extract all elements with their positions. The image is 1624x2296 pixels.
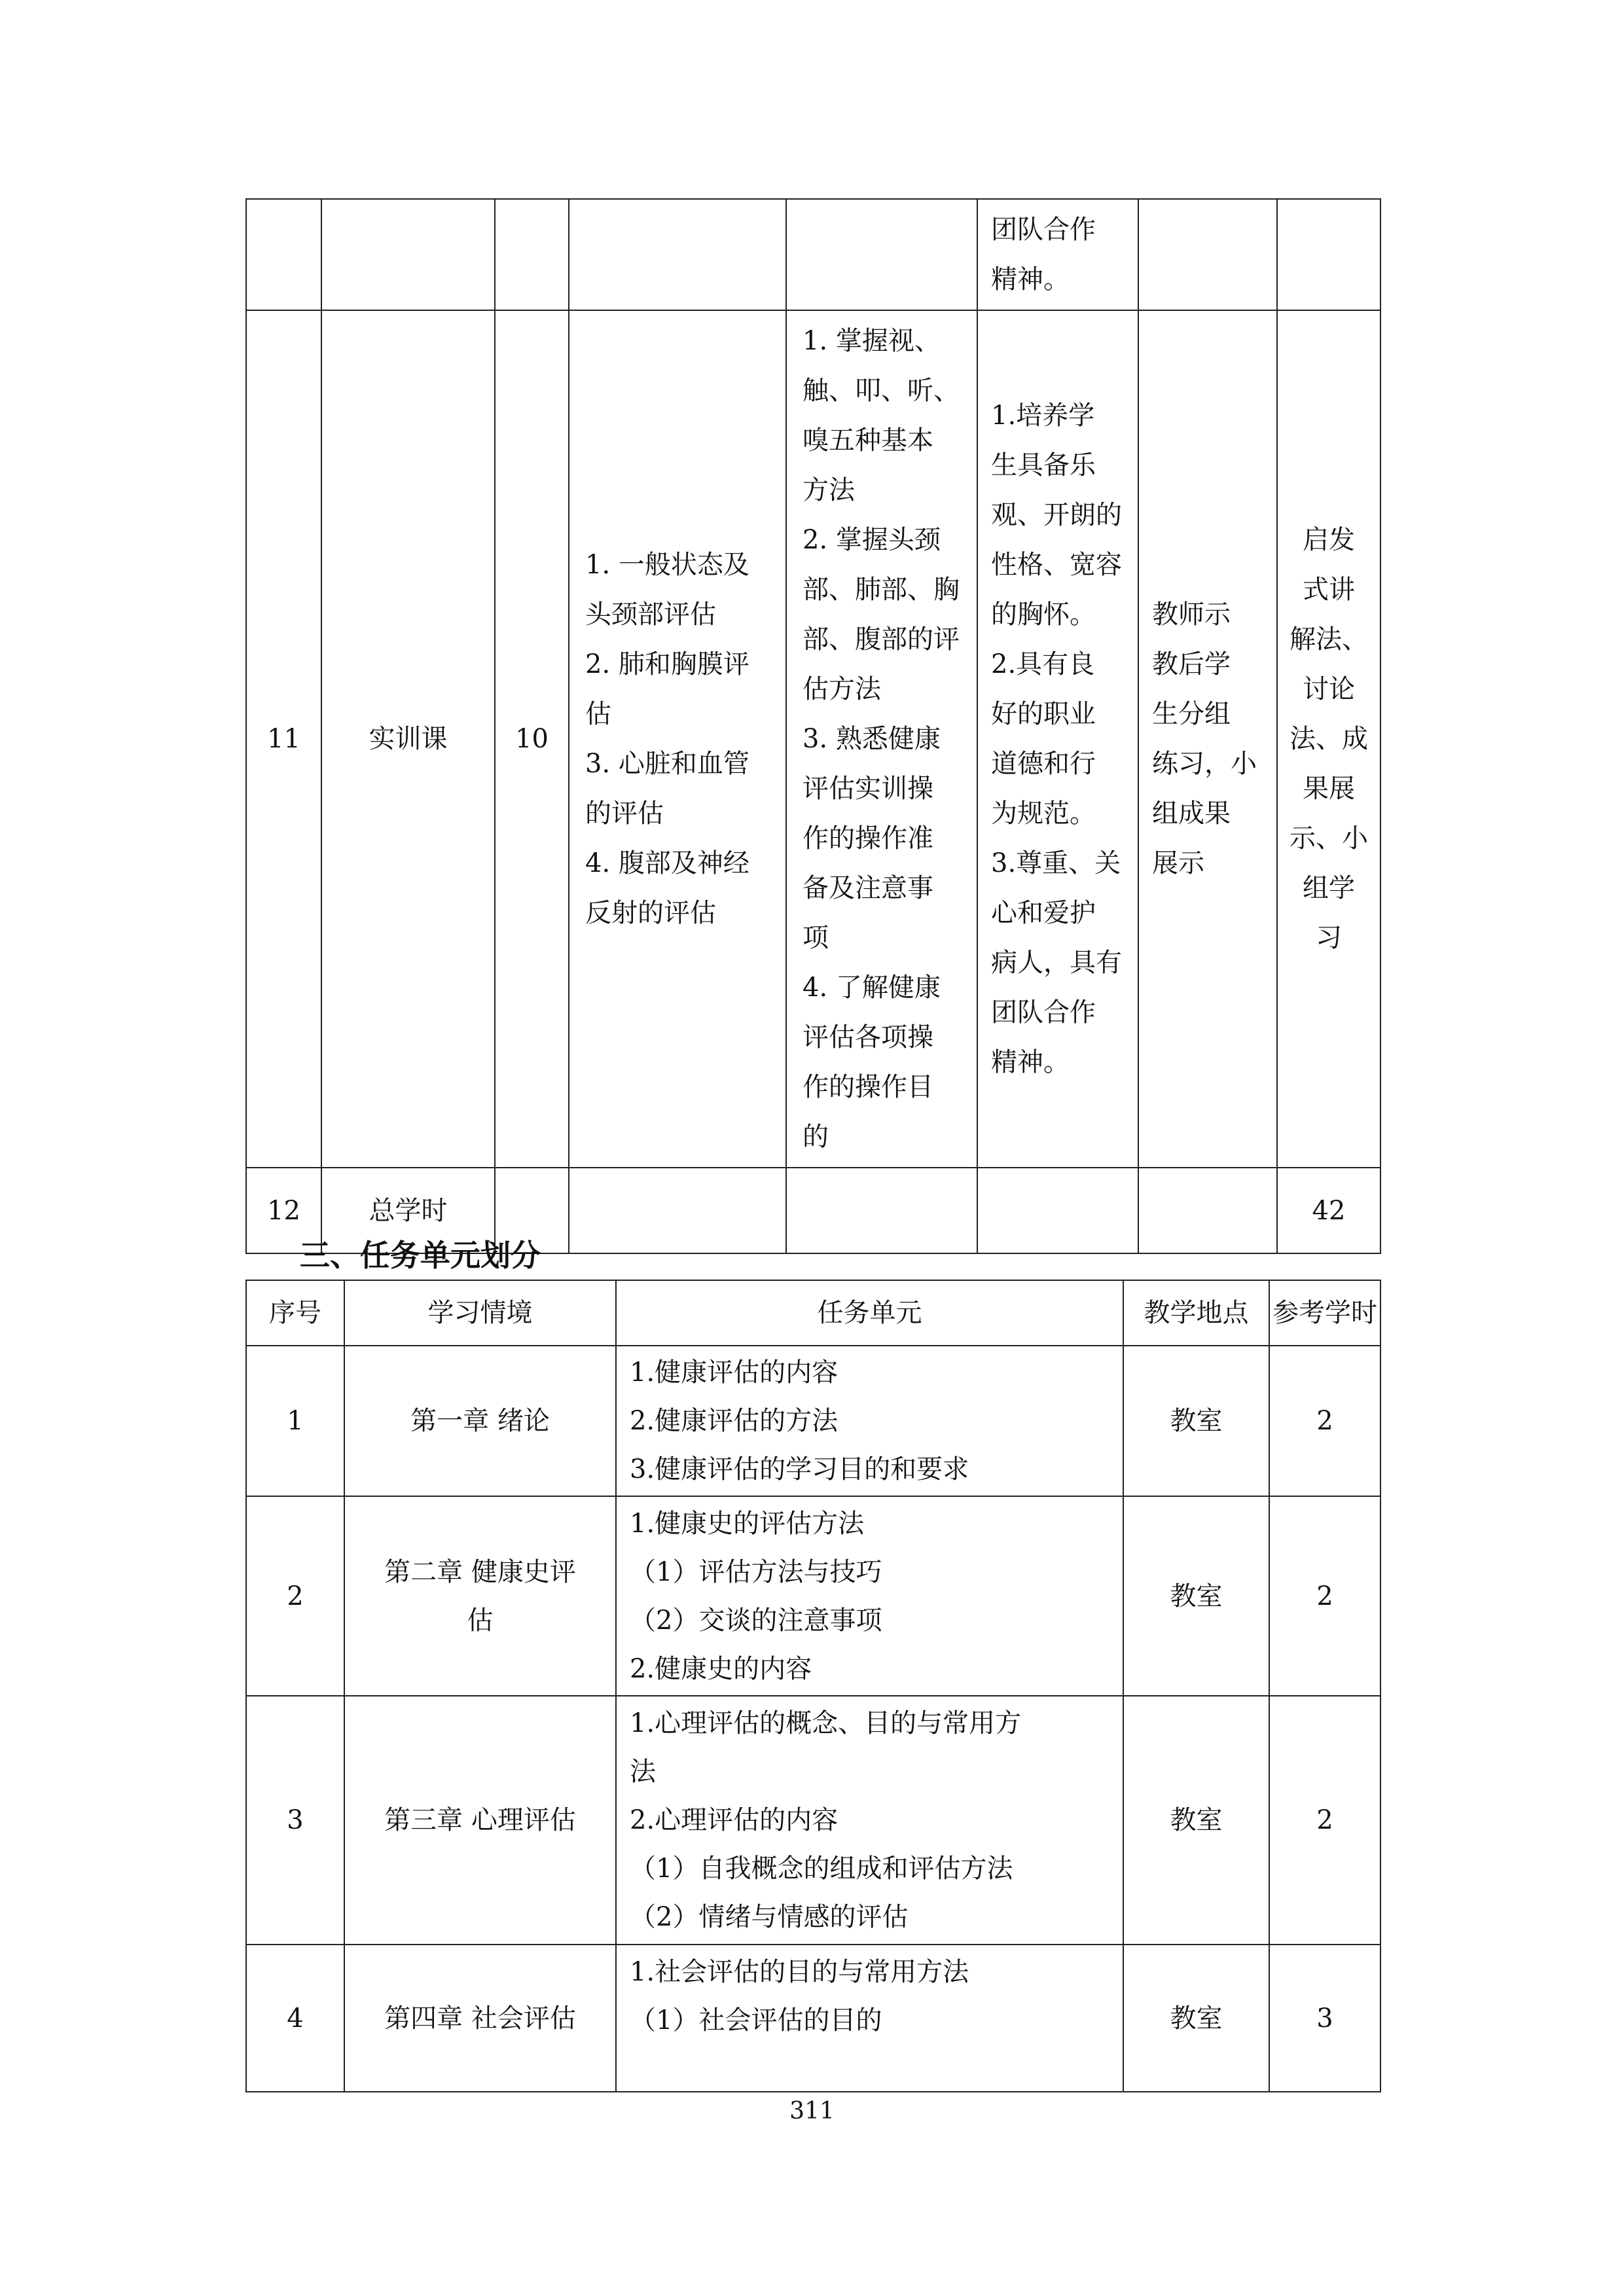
task-units-cell: 1.健康史的评估方法 （1）评估方法与技巧 （2）交谈的注意事项 2.健康史的内容 (616, 1496, 1123, 1696)
table-row (246, 1496, 1380, 1696)
table-row (246, 1696, 1380, 1945)
header-hours: 参考学时 (1269, 1280, 1380, 1346)
table-row-11 (246, 310, 1380, 1168)
quality-goals-cell: 1.培养学 生具备乐 观、开朗的 性格、宽容 的胸怀。 2.具有良 好的职业 道德和行 为规范。 3.尊重、关 心和爱护 病人，具有 团队合作 精神。 (977, 310, 1138, 1168)
teaching-place: 教室 (1123, 1945, 1269, 2092)
learning-context: 第二章 健康史评 估 (344, 1496, 616, 1696)
table-row (246, 1945, 1380, 2092)
task-units-cell: 1.健康评估的内容 2.健康评估的方法 3.健康评估的学习目的和要求 (616, 1346, 1123, 1496)
learning-context: 第三章 心理评估 (344, 1696, 616, 1945)
row-number: 11 (246, 310, 321, 1168)
total-hours-value: 42 (1277, 1168, 1380, 1253)
row-number: 4 (246, 1945, 344, 2092)
row-number: 1 (246, 1346, 344, 1496)
page-number: 311 (789, 2098, 835, 2125)
reference-hours: 2 (1269, 1496, 1380, 1696)
header-context: 学习情境 (344, 1280, 616, 1346)
row-number: 3 (246, 1696, 344, 1945)
task-unit-table (245, 1280, 1381, 2092)
methods-cell: 教师示 教后学 生分组 练习，小 组成果 展示 (1138, 310, 1277, 1168)
course-schedule-table (245, 198, 1381, 1254)
course-hours: 10 (495, 310, 569, 1168)
learning-context: 第四章 社会评估 (344, 1945, 616, 2092)
row-number: 2 (246, 1496, 344, 1696)
section-heading: 三、任务单元划分 (300, 1238, 541, 1273)
quality-goals-cell: 团队合作 精神。 (977, 199, 1138, 310)
content-cell: 1. 一般状态及 头颈部评估 2. 肺和胸膜评 估 3. 心脏和血管 的评估 4. 腹部及神经 反射的评估 (569, 310, 786, 1168)
task-units-cell: 1.心理评估的概念、目的与常用方 法 2.心理评估的内容 （1）自我概念的组成和评估方法 （2）情绪与情感的评估 (616, 1696, 1123, 1945)
reference-hours: 2 (1269, 1346, 1380, 1496)
teaching-method-cell: 启发 式讲 解法、 讨论 法、成 果展 示、小 组学 习 (1277, 310, 1380, 1168)
learning-goals-cell: 1. 掌握视、 触、叩、听、 嗅五种基本 方法 2. 掌握头颈 部、肺部、胸 部、腹部的评 估方法 3. 熟悉健康 评估实训操 作的操作准 备及注意事 项 4. 了解健康 评估各项操 作的操作目 的 (786, 310, 977, 1168)
table-header-row (246, 1280, 1380, 1346)
reference-hours: 3 (1269, 1945, 1380, 2092)
table-row (246, 1346, 1380, 1496)
total-hours-label: 总学时 (321, 1168, 495, 1253)
row-number: 12 (246, 1168, 321, 1253)
learning-context: 第一章 绪论 (344, 1346, 616, 1496)
header-units: 任务单元 (616, 1280, 1123, 1346)
table-row-continued (246, 199, 1380, 310)
reference-hours: 2 (1269, 1696, 1380, 1945)
course-type: 实训课 (321, 310, 495, 1168)
task-units-cell: 1.社会评估的目的与常用方法 （1）社会评估的目的 (616, 1945, 1123, 2092)
teaching-place: 教室 (1123, 1346, 1269, 1496)
teaching-place: 教室 (1123, 1496, 1269, 1696)
header-number: 序号 (246, 1280, 344, 1346)
teaching-place: 教室 (1123, 1696, 1269, 1945)
header-place: 教学地点 (1123, 1280, 1269, 1346)
